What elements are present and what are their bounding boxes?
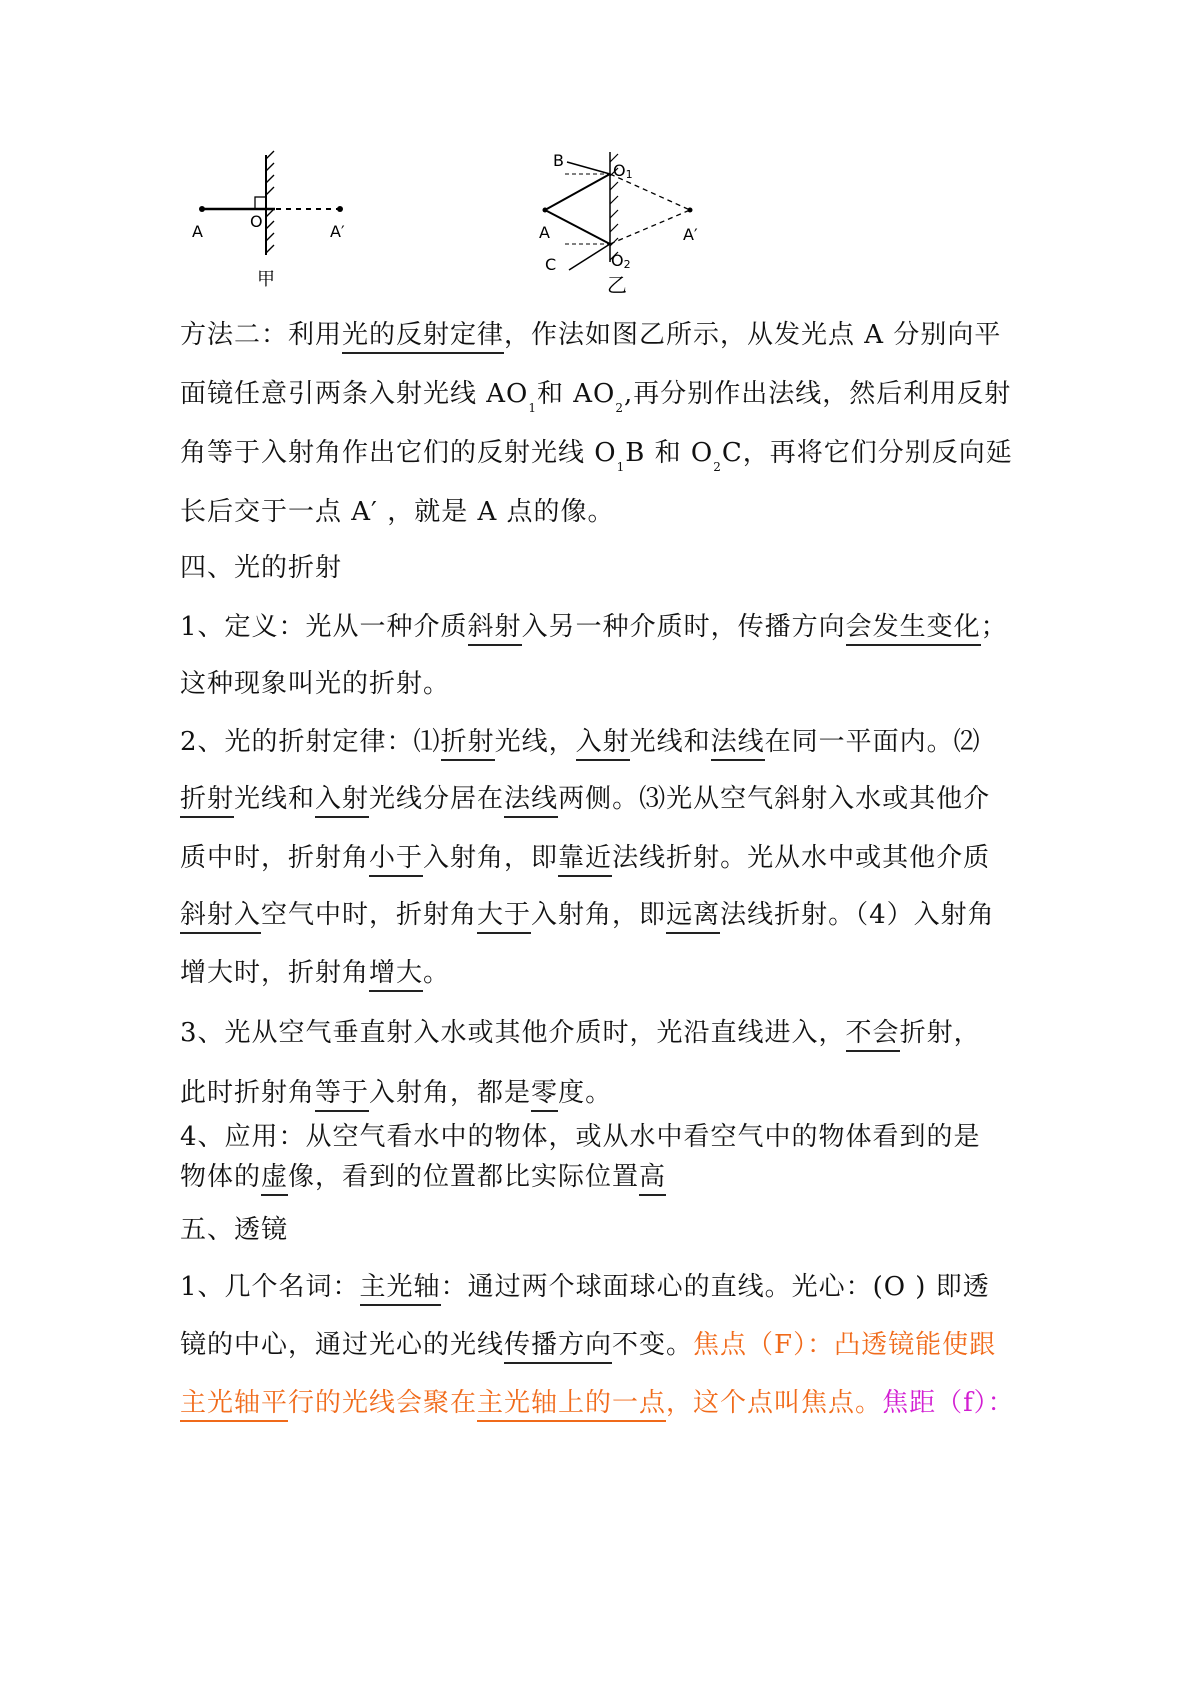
lens-terms-line3: 主光轴平行的光线会聚在主光轴上的一点，这个点叫焦点。焦距（f）： <box>180 1386 1015 1420</box>
answer-blank: 主光轴上的一点 <box>477 1388 666 1422</box>
reflected-ray-o2c <box>569 244 610 270</box>
perpendicular-line1: 3、光从空气垂直射入水或其他介质时，光沿直线进入，不会折射， <box>180 1016 981 1050</box>
answer-blank: 主光轴 <box>360 1272 441 1306</box>
refraction-law-line4: 斜射入空气中时，折射角大于入射角，即远离法线折射。（4）入射角 <box>180 898 995 932</box>
section5-title: 五、透镜 <box>180 1215 289 1245</box>
refraction-law-line3: 质中时，折射角小于入射角，即靠近法线折射。光从水中或其他介质 <box>180 841 990 875</box>
label-o: O <box>250 212 263 231</box>
answer-blank: 主光轴平 <box>180 1388 288 1422</box>
answer-blank: 小于 <box>369 843 423 877</box>
answer-blank: 不会 <box>846 1018 900 1052</box>
incident-ray-ao1 <box>545 174 610 210</box>
point-a <box>199 206 205 212</box>
label-c: C <box>545 255 557 274</box>
answer-blank: 传播方向 <box>504 1330 612 1364</box>
answer-blank: 法线 <box>504 784 558 818</box>
section4-title: 四、光的折射 <box>180 553 343 583</box>
label-o2: O2 <box>611 251 631 271</box>
answer-blank: 虚 <box>261 1162 288 1196</box>
lens-terms-line2: 镜的中心，通过光心的光线传播方向不变。焦点（F）：凸透镜能使跟 <box>180 1328 996 1362</box>
mirror-hatching <box>266 151 274 253</box>
application-line2: 物体的虚像，看到的位置都比实际位置高 <box>180 1160 666 1194</box>
answer-blank: 靠近 <box>558 843 612 877</box>
answer-blank: 零 <box>531 1078 558 1112</box>
answer-blank: 斜射入 <box>180 900 261 934</box>
incident-ray-ao2 <box>545 210 610 244</box>
point-a-prime <box>337 206 343 212</box>
right-angle-mark <box>255 197 266 209</box>
answer-blank: 入射 <box>576 727 630 761</box>
label-a: A <box>539 223 550 242</box>
answer-blank: 大于 <box>477 900 531 934</box>
refraction-law-line5: 增大时，折射角增大。 <box>180 956 450 990</box>
label-o1: O1 <box>613 161 633 181</box>
label-a-prime: A′ <box>683 225 698 244</box>
lens-terms-line1: 1、几个名词：主光轴：通过两个球面球心的直线。光心：(O ) 即透 <box>180 1270 990 1304</box>
answer-blank: 高 <box>639 1162 666 1196</box>
application-line1: 4、应用：从空气看水中的物体，或从水中看空气中的物体看到的是 <box>180 1122 981 1152</box>
method2-line2: 面镜任意引两条入射光线 $AO_1$和 $AO_2$,再分别作出法线，然后利用反射 <box>180 379 1012 415</box>
point-a-prime <box>688 208 693 213</box>
answer-blank: 折射 <box>180 784 234 818</box>
caption-jia: 甲 <box>257 269 275 290</box>
answer-blank: 折射 <box>441 727 495 761</box>
refraction-law-line1: 2、光的折射定律：⑴折射光线，入射光线和法线在同一平面内。⑵ <box>180 725 981 759</box>
refraction-law-line2: 折射光线和入射光线分居在法线两侧。⑶光从空气斜射入水或其他介 <box>180 782 990 816</box>
caption-yi: 乙 <box>607 273 627 297</box>
label-a: A <box>192 222 203 241</box>
method2-line1: 方法二：利用光的反射定律，作法如图乙所示，从发光点 A 分别向平 <box>180 318 1001 352</box>
label-b: B <box>553 151 564 170</box>
answer-blank: 光的反射定律 <box>342 320 504 354</box>
answer-blank: 会发生变化 <box>846 612 981 646</box>
answer-blank: 斜射 <box>468 612 522 646</box>
extension-o2 <box>610 210 690 244</box>
refraction-definition-line2: 这种现象叫光的折射。 <box>180 669 451 699</box>
answer-blank: 等于 <box>315 1078 369 1112</box>
figure-yi <box>539 151 765 300</box>
method2-line3: 角等于入射角作出它们的反射光线 $O_1B$ 和 $O_2C$，再将它们分别反向延 <box>180 438 1013 474</box>
method2-line4: 长后交于一点 A′ ，就是 A 点的像。 <box>180 497 615 527</box>
label-a-prime: A′ <box>330 222 345 241</box>
answer-blank: 法线 <box>711 727 765 761</box>
perpendicular-line2: 此时折射角等于入射角，都是零度。 <box>180 1076 612 1110</box>
answer-blank: 远离 <box>666 900 720 934</box>
answer-blank: 入射 <box>315 784 369 818</box>
answer-blank: 增大 <box>369 958 423 992</box>
reflected-ray-o1b <box>567 162 610 174</box>
figure-jia <box>190 145 390 295</box>
refraction-definition-line1: 1、定义：光从一种介质斜射入另一种介质时，传播方向会发生变化； <box>180 610 1008 644</box>
